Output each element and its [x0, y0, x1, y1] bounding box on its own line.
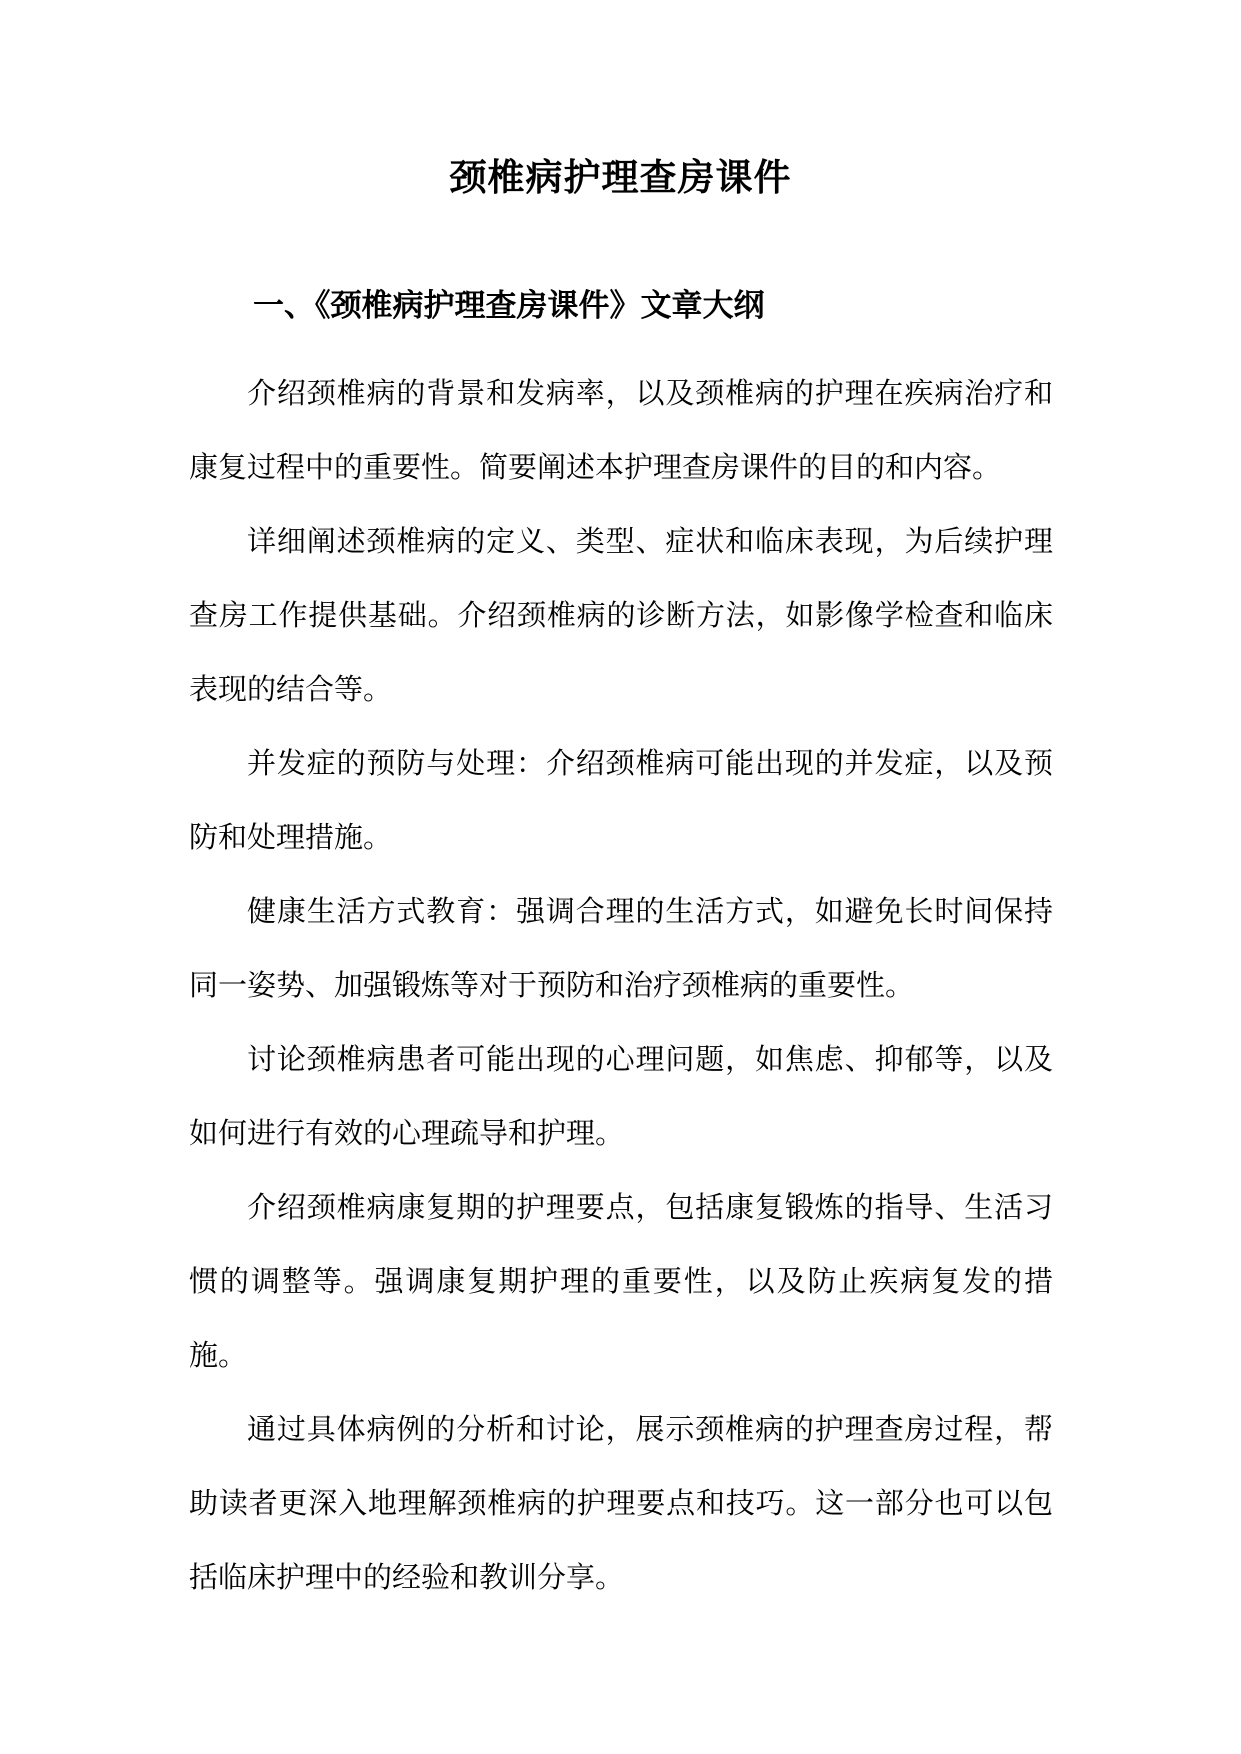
- paragraph-case-study: 通过具体病例的分析和讨论，展示颈椎病的护理查房过程，帮助读者更深入地理解颈椎病的护理要点和技巧。这一部分也可以包括临床护理中的经验和教训分享。: [189, 1412, 1053, 1594]
- paragraph-rehabilitation: 介绍颈椎病康复期的护理要点，包括康复锻炼的指导、生活习惯的调整等。强调康复期护理的重要性，以及防止疾病复发的措施。: [189, 1190, 1053, 1372]
- document-title: 颈椎病护理查房课件: [449, 156, 792, 199]
- paragraph-health-education: 健康生活方式教育：强调合理的生活方式，如避免长时间保持同一姿势、加强锻炼等对于预防和治疗颈椎病的重要性。: [189, 894, 1053, 1002]
- paragraph-background: 介绍颈椎病的背景和发病率，以及颈椎病的护理在疾病治疗和康复过程中的重要性。简要阐述本护理查房课件的目的和内容。: [189, 376, 1053, 484]
- paragraph-complications: 并发症的预防与处理：介绍颈椎病可能出现的并发症，以及预防和处理措施。: [189, 746, 1053, 854]
- paragraph-psychology: 讨论颈椎病患者可能出现的心理问题，如焦虑、抑郁等，以及如何进行有效的心理疏导和护理。: [189, 1042, 1053, 1150]
- section-heading: 一、《颈椎病护理查房课件》文章大纲: [253, 288, 765, 324]
- document-body: [189, 356, 1053, 1614]
- paragraph-definition: 详细阐述颈椎病的定义、类型、症状和临床表现，为后续护理查房工作提供基础。介绍颈椎病的诊断方法，如影像学检查和临床表现的结合等。: [189, 524, 1053, 706]
